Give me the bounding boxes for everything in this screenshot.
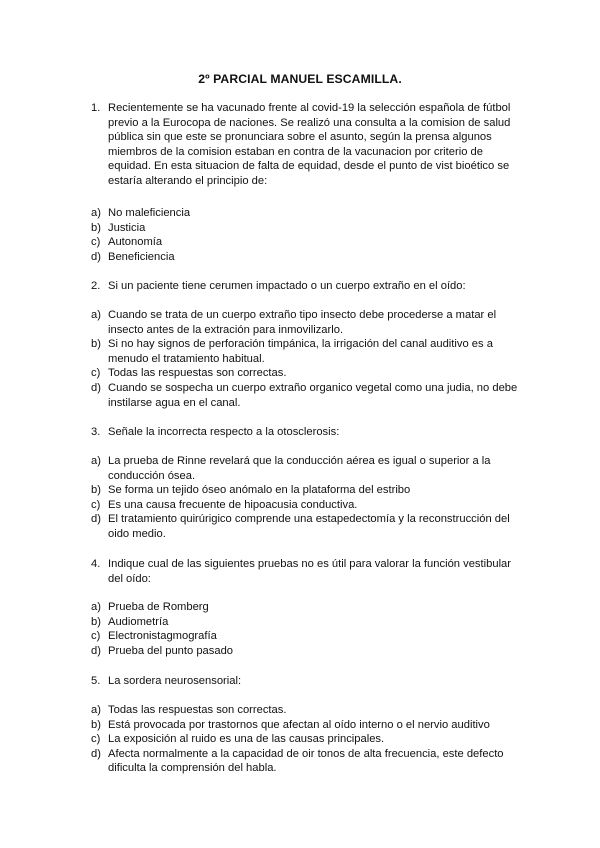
option-a: a) Prueba de Romberg: [91, 601, 209, 613]
option-c: c) La exposición al ruido es una de las causas principales.: [91, 733, 385, 746]
question-3: [91, 425, 529, 440]
option-a: a) No maleficiencia: [91, 207, 191, 219]
question-2-options: [91, 308, 529, 410]
question-5-options: [91, 703, 529, 776]
question-number: 3.: [91, 426, 101, 438]
question-5: [91, 674, 529, 689]
option-d: d) Beneficiencia: [91, 250, 175, 263]
question-text: Indique cual de las siguientes pruebas no es útil para valorar la función vestibular del oído:: [108, 558, 511, 585]
question-number: 4.: [91, 558, 101, 570]
option-b: b) Si no hay signos de perforación timpánica, la irrigación del canal auditivo es a menudo el tratamiento habitual.: [91, 338, 493, 365]
question-text: La sordera neurosensorial:: [108, 675, 242, 687]
page-title: 2º PARCIAL MANUEL ESCAMILLA.: [198, 72, 402, 86]
option-c: c) Autonomía: [91, 236, 163, 249]
option-b: b) Se forma un tejido óseo anómalo en la plataforma del estribo: [91, 484, 411, 497]
question-text: Si un paciente tiene cerumen impactado o un cuerpo extraño en el oído:: [108, 280, 466, 292]
question-2: [91, 279, 529, 294]
question-1: [91, 101, 529, 189]
option-a: a) Todas las respuestas son correctas.: [91, 704, 287, 716]
option-d: d) Afecta normalmente a la capacidad de oir tonos de alta frecuencia, este defecto dificulta la comprensión del habla.: [91, 747, 504, 775]
question-text: Señale la incorrecta respecto a la otosclerosis:: [108, 426, 340, 438]
option-b: b) Audiometría: [91, 615, 169, 628]
option-b: b) Está provocada por trastornos que afectan al oído interno o el nervio auditivo: [91, 718, 490, 731]
question-number: 2.: [91, 280, 101, 292]
option-d: d) Cuando se sospecha un cuerpo extraño organico vegetal como una judia, no debe instilarse agua en el canal.: [91, 381, 518, 409]
question-number: 5.: [91, 675, 101, 687]
option-c: c) Es una causa frecuente de hipoacusia conductiva.: [91, 498, 358, 511]
question-3-options: [91, 454, 529, 542]
option-a: a) Cuando se trata de un cuerpo extraño tipo insecto debe procederse a matar el insecto antes de la extración para inmovilizarlo.: [91, 309, 497, 336]
question-4: [91, 557, 529, 586]
question-text: Recientemente se ha vacunado frente al covid-19 la selección española de fútbol previo a la Eurocopa de naciones. Se realizó una consulta a la comision de salud pública sin que este se pronunciara sobre el asunto, según la prensa algunos miembros de la comision estaban en contra de la vacunacion por criterio de equidad. En esta situacion de falta de equidad, desde el punto de vist bioético se estaría alterando el principio de:: [108, 102, 511, 187]
question-4-options: [91, 600, 529, 658]
option-c: c) Electronistagmografía: [91, 630, 217, 643]
option-a: a) La prueba de Rinne revelará que la conducción aérea es igual o superior a la conducción ósea.: [91, 455, 491, 482]
question-number: 1.: [91, 102, 101, 114]
option-c: c) Todas las respuestas son correctas.: [91, 367, 287, 380]
option-b: b) Justicia: [91, 221, 146, 234]
option-d: d) Prueba del punto pasado: [91, 644, 234, 657]
option-d: d) El tratamiento quirúrigico comprende una estapedectomía y la reconstrucción del oido medio.: [91, 513, 510, 540]
question-1-options: [91, 206, 529, 264]
